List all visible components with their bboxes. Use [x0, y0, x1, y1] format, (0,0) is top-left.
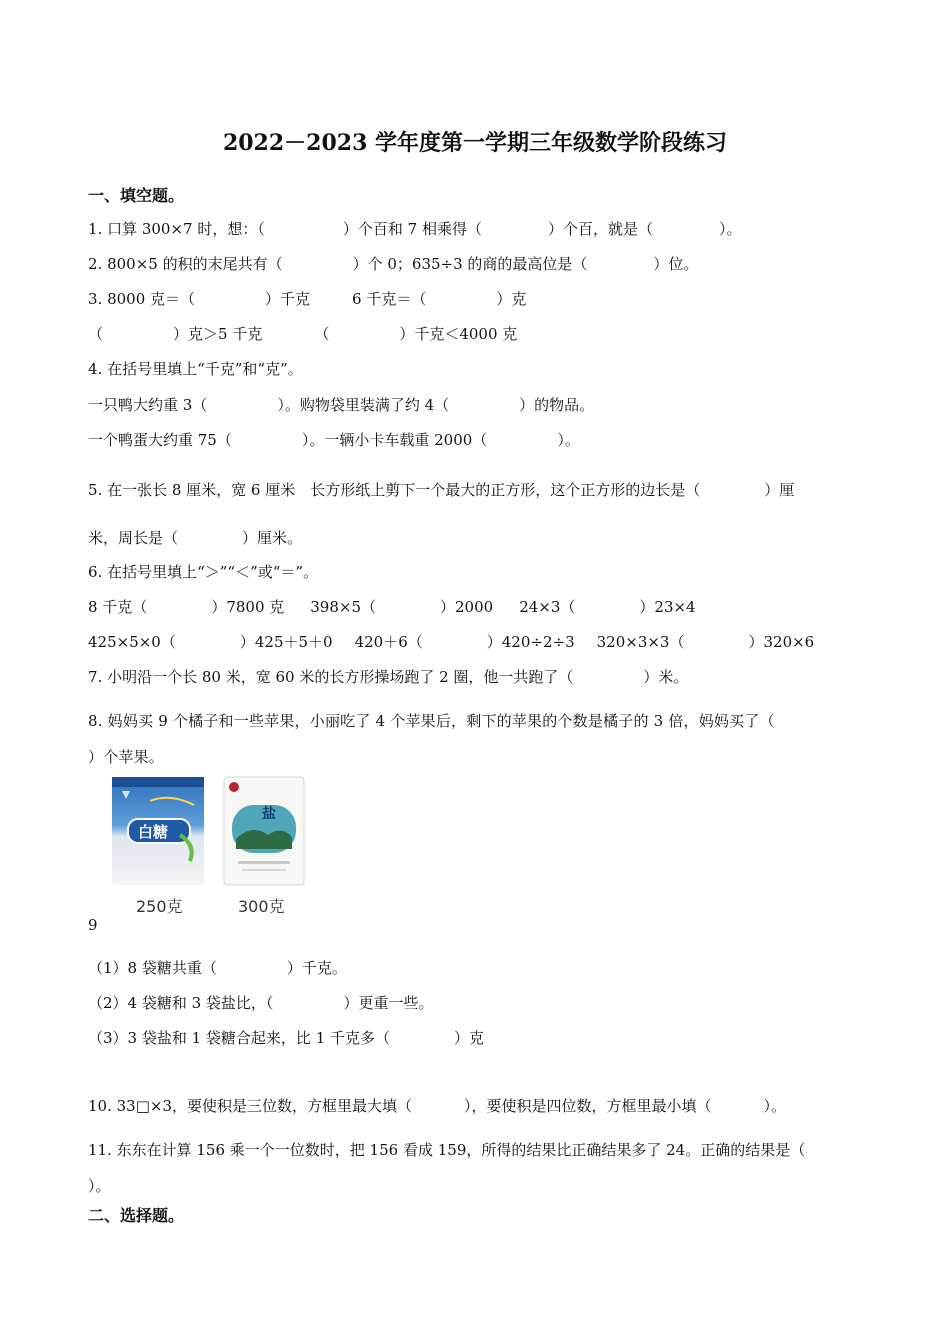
- question-7: 7. 小明沿一个长 80 米，宽 60 米的长方形操场跑了 2 圈，他一共跑了（ ）米。: [88, 668, 689, 686]
- question-9-part-2: （2）4 袋糖和 3 袋盐比，（ ）更重一些。: [88, 994, 434, 1012]
- question-3-line-1: 3. 8000 克＝（ ）千克 6 千克＝（ ）克: [88, 290, 527, 308]
- question-11: 11. 东东在计算 156 乘一个一位数时，把 156 看成 159，所得的结果比正确结果多了 24。正确的结果是（ ）。: [88, 1141, 806, 1195]
- salt-package-label: 盐: [262, 806, 276, 822]
- question-9-part-1: （1）8 袋糖共重（ ）千克。: [88, 959, 347, 977]
- salt-weight-label: 300克: [238, 897, 285, 916]
- section-heading-fill-blank: 一、填空题。: [88, 186, 185, 205]
- question-9-number: 9: [88, 916, 98, 934]
- question-6-row-1: 8 千克（ ）7800 克 398×5（ ）2000 24×3（ ）23×4: [88, 598, 696, 616]
- question-5-line-2: 米，周长是（ ）厘米。: [88, 529, 303, 547]
- section-heading-multiple-choice: 二、选择题。: [88, 1206, 185, 1225]
- question-9-part-3: （3）3 袋盐和 1 袋糖合起来，比 1 千克多（ ）克: [88, 1029, 485, 1047]
- page-title: 2022－2023 学年度第一学期三年级数学阶段练习: [222, 130, 728, 156]
- question-8: 8. 妈妈买 9 个橘子和一些苹果，小丽吃了 4 个苹果后，剩下的苹果的个数是橘子的 3 倍，妈妈买了（ ）个苹果。: [88, 712, 775, 766]
- question-3-line-2: （ ）克＞5 千克 （ ）千克＜4000 克: [88, 325, 518, 343]
- question-6-row-2: 425×5×0（ ）425＋5＋0 420＋6（ ）420÷2÷3 320×3×3（ ）320×6: [88, 633, 815, 651]
- salt-bag-image: [222, 775, 306, 891]
- question-4-line-2: 一个鸭蛋大约重 75（ ）。一辆小卡车载重 2000（ ）。: [88, 431, 580, 449]
- question-10: 10. 33□×3，要使积是三位数，方框里最大填（ ），要使积是四位数，方框里最小填（ ）。: [88, 1097, 787, 1115]
- question-6-heading: 6. 在括号里填上“＞”“＜”或“＝”。: [88, 563, 319, 581]
- question-5-line-1: 5. 在一张长 8 厘米，宽 6 厘米 长方形纸上剪下一个最大的正方形，这个正方形的边长是（ ）厘: [88, 481, 795, 499]
- sugar-weight-label: 250克: [136, 897, 183, 916]
- question-2: 2. 800×5 的积的末尾共有（ ）个 0；635÷3 的商的最高位是（ ）位。: [88, 255, 699, 273]
- question-1: 1. 口算 300×7 时，想：（ ）个百和 7 相乘得（ ）个百，就是（ ）。: [88, 220, 742, 238]
- sugar-package-label: 白糖: [138, 823, 169, 841]
- question-4-heading: 4. 在括号里填上“千克”和“克”。: [88, 360, 303, 378]
- question-4-line-1: 一只鸭大约重 3（ ）。购物袋里装满了约 4（ ）的物品。: [88, 396, 595, 414]
- sugar-bag-image: [110, 775, 206, 891]
